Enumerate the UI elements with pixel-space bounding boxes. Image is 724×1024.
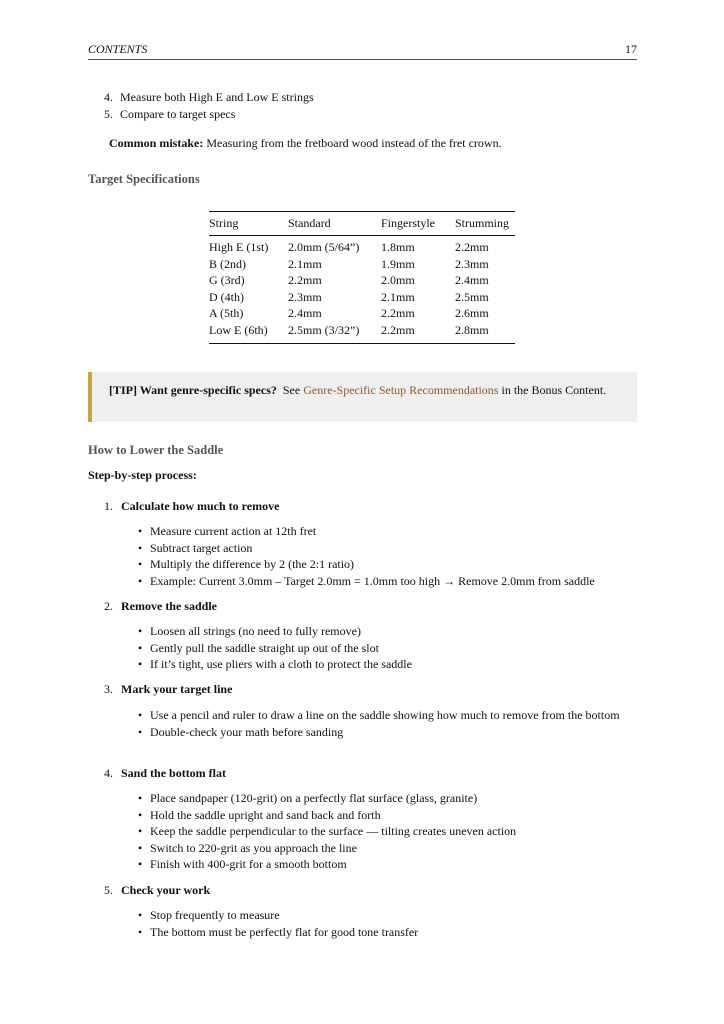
list-item: 4. Measure both High E and Low E strings — [104, 90, 314, 104]
step-bullets — [138, 907, 638, 940]
table-row — [209, 289, 515, 306]
step-bullets — [138, 707, 638, 740]
list-item: • Double-check your math before sanding — [138, 724, 638, 741]
table-cell: 2.8mm — [455, 322, 489, 337]
table-row — [209, 256, 515, 273]
table-cell: A (5th) — [209, 306, 244, 321]
table-cell: 2.2mm — [455, 240, 489, 254]
step-title: 1. Calculate how much to remove — [104, 499, 280, 513]
table-cell: 2.6mm — [455, 306, 489, 321]
list-item: • Keep the saddle perpendicular to the surface — tilting creates uneven action — [138, 823, 638, 840]
table-row — [209, 305, 515, 322]
list-item: • Loosen all strings (no need to fully remove) — [138, 623, 638, 640]
table-cell: D (4th) — [209, 289, 244, 304]
step-title: 4. Sand the bottom flat — [104, 766, 227, 780]
table-cell: Low E (6th) — [209, 322, 268, 337]
page-number: 17 — [625, 42, 637, 56]
table-cell: 2.2mm — [381, 322, 415, 337]
tip-callout — [88, 372, 637, 422]
list-item: • If it’s tight, use pliers with a cloth to protect the saddle — [138, 656, 638, 673]
column-header: Fingerstyle — [381, 212, 455, 236]
list-item: • The bottom must be perfectly flat for good tone transfer — [138, 924, 638, 941]
target-specs-table — [209, 211, 515, 344]
step-bullets — [138, 623, 638, 673]
table-header-row — [209, 212, 515, 236]
table-row — [209, 322, 515, 343]
table-cell: 2.1mm — [288, 256, 322, 271]
column-header: Strumming — [455, 212, 515, 236]
table-row — [209, 272, 515, 289]
list-item: • Multiply the difference by 2 (the 2:1 ratio) — [138, 556, 638, 573]
list-item: • Finish with 400-grit for a smooth bottom — [138, 856, 638, 873]
list-item: • Use a pencil and ruler to draw a line on the saddle showing how much to remove from the bottom — [138, 707, 638, 724]
list-item: • Gently pull the saddle straight up out of the slot — [138, 640, 638, 657]
column-header: String — [209, 212, 288, 236]
tip-label: [TIP] Want genre-specific specs? — [109, 383, 277, 397]
table-cell: 2.2mm — [381, 306, 415, 321]
step-title: 3. Mark your target line — [104, 682, 233, 696]
list-item: • Place sandpaper (120-grit) on a perfectly flat surface (glass, granite) — [138, 790, 638, 807]
table-cell: 2.2mm — [288, 273, 322, 288]
common-mistake-note — [109, 136, 502, 151]
list-item: • Hold the saddle upright and sand back and forth — [138, 807, 638, 824]
header-section-title: CONTENTS — [88, 42, 148, 56]
step-title: 5. Check your work — [104, 883, 211, 897]
running-header — [88, 42, 637, 60]
steps-label: Step-by-step process: — [88, 468, 197, 482]
lower-saddle-heading: How to Lower the Saddle — [88, 443, 224, 457]
table-cell: 2.3mm — [288, 289, 322, 304]
table-cell: 1.9mm — [381, 256, 415, 271]
table-cell: 2.0mm — [381, 273, 415, 288]
table-cell: 2.5mm — [455, 289, 489, 304]
step-bullets — [138, 790, 638, 873]
table-cell: 1.8mm — [381, 240, 415, 254]
table-cell: 2.4mm — [288, 306, 322, 321]
table-cell: 2.5mm (3/32”) — [288, 322, 360, 337]
table-cell: 2.3mm — [455, 256, 489, 271]
list-item: • Example: Current 3.0mm – Target 2.0mm = 1.0mm too high → Remove 2.0mm from saddle — [138, 573, 638, 590]
list-item: • Subtract target action — [138, 540, 638, 557]
tip-text: [TIP] Want genre-specific specs? See Genre-Specific Setup Recommendations in the Bonus Content. — [109, 383, 607, 397]
table-cell: 2.0mm (5/64”) — [288, 240, 360, 254]
continued-list — [104, 89, 314, 122]
list-item: 5. Compare to target specs — [104, 106, 236, 121]
list-item: • Measure current action at 12th fret — [138, 523, 638, 540]
table-cell: High E (1st) — [209, 240, 269, 254]
mistake-text: Measuring from the fretboard wood instead of the fret crown. — [206, 136, 502, 150]
step-bullets — [138, 523, 638, 589]
table-cell: 2.1mm — [381, 289, 415, 304]
genre-specific-setup-link[interactable]: Genre-Specific Setup Recommendations — [303, 383, 499, 397]
list-item: • Stop frequently to measure — [138, 907, 638, 924]
mistake-label: Common mistake: — [109, 136, 204, 150]
table-row — [209, 236, 515, 256]
column-header: Standard — [288, 212, 381, 236]
target-specifications-heading: Target Specifications — [88, 172, 200, 186]
table-cell: G (3rd) — [209, 273, 245, 288]
step-title: 2. Remove the saddle — [104, 599, 217, 613]
table-cell: B (2nd) — [209, 256, 246, 271]
list-item: • Switch to 220-grit as you approach the line — [138, 840, 638, 857]
table-cell: 2.4mm — [455, 273, 489, 288]
